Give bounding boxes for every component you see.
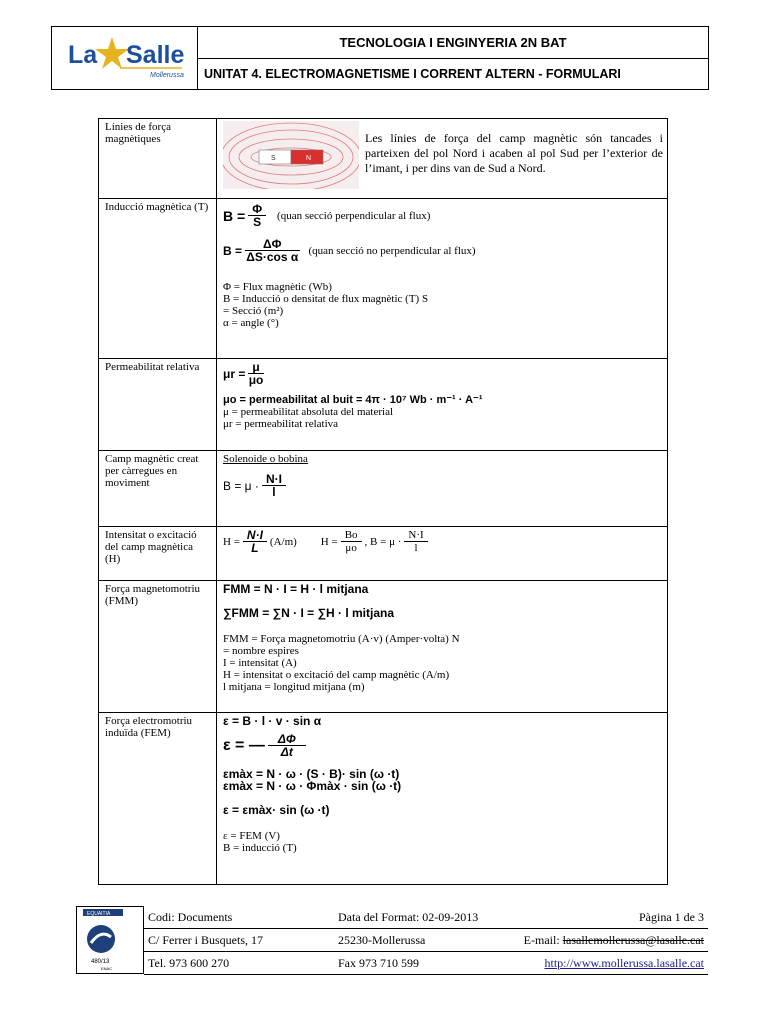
sub-heading: Solenoide o bobina — [223, 453, 308, 465]
formula: ε = εmàx· sin (ω ·t) — [223, 803, 330, 817]
row-label: Camp magnètic creat per càrregues en moviment — [99, 451, 217, 527]
formula-den: μo — [345, 542, 357, 554]
field-lines-description: Les línies de força del camp magnètic són tancades i parteixen del pol Nord i acaben al pol Sud per l’exterior de l’imant, i per dins van de Sud a Nord. — [365, 131, 663, 175]
formula-den: S — [253, 215, 262, 229]
cert-code: 480/13 — [91, 959, 110, 965]
footer-codi: Codi: Documents — [148, 909, 233, 924]
certification-logo — [76, 906, 144, 974]
table-row — [99, 581, 668, 713]
definition: μr = permeabilitat relativa — [223, 418, 339, 430]
formula-den: l — [272, 485, 276, 499]
formula-lhs: H = — [223, 535, 240, 548]
formula-note: (quan secció no perpendicular al flux) — [308, 244, 476, 257]
magnet-field-image — [223, 121, 359, 189]
page-footer — [144, 906, 708, 975]
star-icon — [95, 37, 129, 69]
unit-title: UNITAT 4. ELECTROMAGNETISME I CORRENT ALTERN - FORMULARI — [204, 67, 621, 81]
definition: ε = FEM (V) — [223, 830, 280, 842]
formula-lhs: B = — [223, 243, 243, 258]
formula-den: Δt — [280, 745, 293, 759]
formula-num: Φ — [248, 203, 266, 216]
formula-lhs: , B = μ · — [364, 535, 402, 548]
formula-den: μo — [248, 373, 264, 387]
footer-pagina: Pàgina 1 de 3 — [639, 909, 704, 924]
row-label: Intensitat o excitació del camp magnètica (H) — [99, 527, 217, 581]
formula: εmàx = N · ω · Φmàx · sin (ω ·t) — [223, 779, 402, 793]
formula: FMM = N · I = H · l mitjana — [223, 582, 369, 596]
formula-lhs: μr = — [223, 366, 246, 381]
footer-data: Data del Format: 02-09-2013 — [338, 909, 479, 924]
formula-den: l — [414, 542, 418, 554]
course-title: TECNOLOGIA I ENGINYERIA 2N BAT — [198, 27, 708, 59]
footer-email-link[interactable]: lasallemollerussa@lasalle.cat — [562, 932, 704, 947]
cert-enac: ENAC — [101, 966, 113, 971]
table-row — [99, 119, 668, 199]
definition: I = intensitat (A) — [223, 657, 297, 669]
formula-num: N·I — [262, 473, 286, 486]
logo-sub-text: Mollerussa — [150, 72, 184, 79]
formula-num: Bo — [341, 529, 362, 542]
formula-den: L — [251, 541, 259, 555]
magnet-n-label: N — [306, 155, 312, 162]
row-content — [217, 713, 668, 885]
definition: α = angle (°) — [223, 317, 279, 329]
logo-salle-text: Salle — [126, 41, 185, 69]
definition: FMM = Força magnetomotriu (A·v) (Amper·volta) N — [223, 633, 460, 645]
formula-lhs: B = μ · — [223, 478, 259, 493]
table-row — [99, 713, 668, 885]
formula-den: ΔS·cos α — [246, 250, 299, 264]
formula: ε = B · l · v · sin α — [223, 714, 322, 728]
definition: l mitjana = longitud mitjana (m) — [223, 681, 365, 693]
footer-row — [144, 906, 708, 929]
row-label: Força magnetomotriu (FMM) — [99, 581, 217, 713]
row-label: Inducció magnètica (T) — [99, 199, 217, 359]
table-row — [99, 359, 668, 451]
formula-lhs: ε = — — [223, 736, 265, 754]
definition: B = inducció (T) — [223, 842, 297, 854]
formula-unit: (A/m) — [269, 535, 297, 548]
row-content — [217, 359, 668, 451]
definition: H = intensitat o excitació del camp magnètic (A/m) — [223, 669, 450, 681]
footer-row — [144, 952, 708, 975]
row-label: Permeabilitat relativa — [99, 359, 217, 451]
table-row — [99, 199, 668, 359]
formula-lhs: B = — [223, 207, 246, 224]
row-label: Línies de força magnètiques — [99, 119, 217, 199]
formula-lhs: H = — [320, 535, 338, 548]
footer-phone: Tel. 973 600 270 — [148, 955, 230, 970]
footer-fax: Fax 973 710 599 — [338, 955, 419, 970]
definition: μ = permeabilitat absoluta del material — [223, 406, 394, 418]
row-content — [217, 451, 668, 527]
table-row — [99, 451, 668, 527]
document-header — [51, 26, 709, 90]
row-content — [217, 581, 668, 713]
row-content — [217, 199, 668, 359]
footer-email-label: E-mail: — [523, 932, 560, 947]
footer-address: C/ Ferrer i Busquets, 17 — [148, 932, 263, 947]
row-content — [217, 527, 668, 581]
formula-table — [98, 118, 668, 885]
formula-note: (quan secció perpendicular al flux) — [277, 209, 431, 222]
definition: B = Inducció o densitat de flux magnètic (T) S — [223, 293, 429, 305]
row-label: Força electromotriu induïda (FEM) — [99, 713, 217, 885]
lasalle-logo — [52, 27, 198, 89]
magnet-s-label: S — [271, 155, 276, 162]
formula-num: ΔΦ — [268, 733, 306, 746]
definition: = nombre espires — [223, 645, 299, 657]
formula-num: μ — [248, 361, 263, 374]
formula: ∑FMM = ∑N · I = ∑H · l mitjana — [223, 606, 395, 620]
formula-num: N·I — [404, 529, 427, 542]
formula-num: N·I — [243, 529, 267, 542]
footer-web-link[interactable]: http://www.mollerussa.lasalle.cat — [544, 955, 704, 970]
formula-num: ΔΦ — [245, 238, 299, 251]
definition: μo = permeabilitat al buit = 4π · 10⁷ Wb · m⁻¹ · A⁻¹ — [223, 394, 483, 406]
table-row — [99, 527, 668, 581]
definition: Φ = Flux magnètic (Wb) — [223, 281, 332, 293]
definition: = Secció (m²) — [223, 305, 284, 317]
footer-row — [144, 929, 708, 952]
row-content — [217, 119, 668, 199]
logo-la-text: La — [68, 41, 98, 69]
formula: εmàx = N · ω · (S · B)· sin (ω ·t) — [223, 767, 400, 781]
cert-label: EQUAITIA — [87, 911, 111, 917]
footer-postcode: 25230-Mollerussa — [338, 932, 426, 947]
